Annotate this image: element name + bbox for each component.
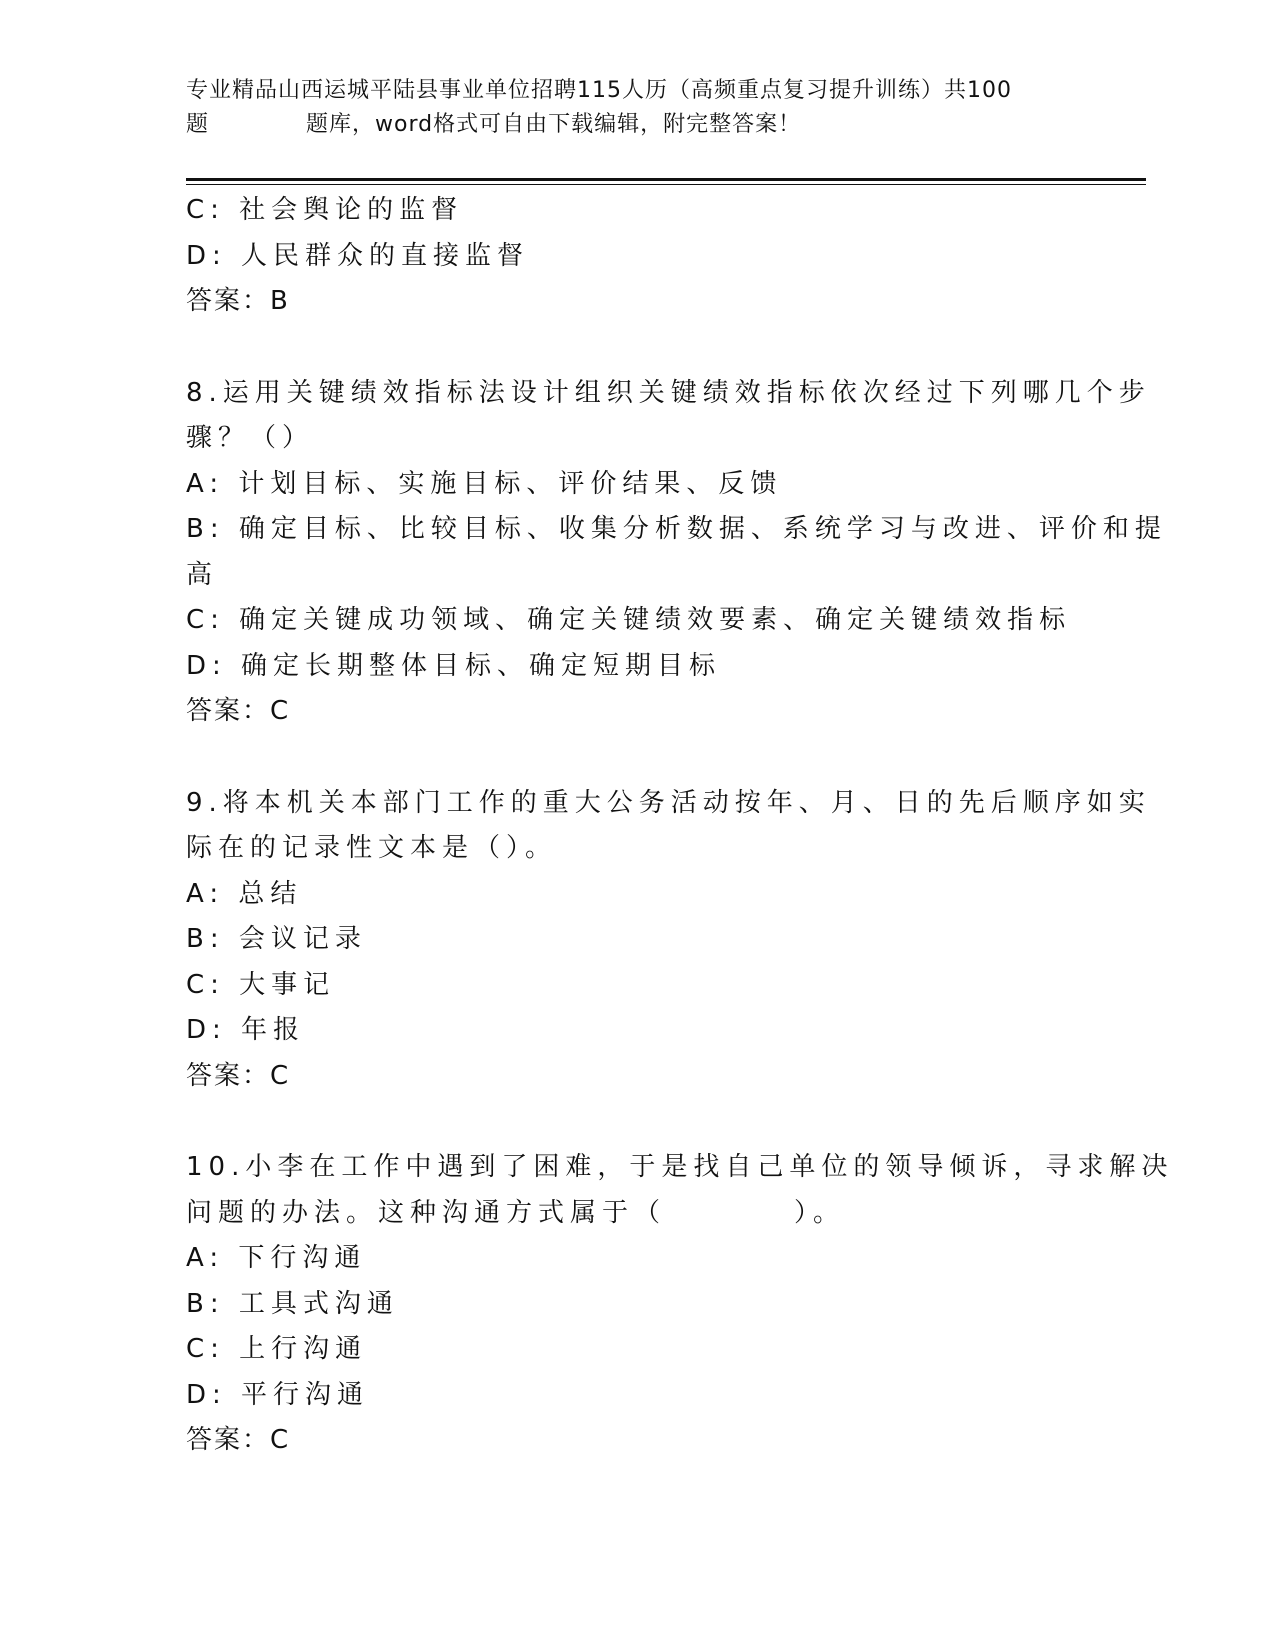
answer-line: 答案：C: [186, 696, 291, 726]
option-a: A: 计划目标、实施目标、评价结果、反馈: [186, 468, 783, 499]
question-stem: 10.小李在工作中遇到了困难，于是找自己单位的领导倾诉，寻求解决: [186, 1152, 1174, 1182]
question-block-10: [186, 1145, 1174, 1464]
question-content: [186, 188, 1174, 1464]
question-block-7: [186, 188, 1086, 325]
answer-line: 答案：C: [186, 1060, 291, 1091]
block-spacer: [186, 735, 1086, 781]
option-b-cont: 高: [186, 559, 219, 590]
document-header: [186, 74, 1106, 142]
block-spacer: [186, 1099, 1086, 1145]
question-stem: 9.将本机关本部门工作的重大公务活动按年、月、日的先后顺序如实: [186, 787, 1151, 818]
header-title-line-1: 专业精品山西运城平陆县事业单位招聘115人历（高频重点复习提升训练）共100: [186, 78, 1012, 103]
header-title-line-2: [186, 108, 1106, 142]
question-stem: 8.运用关键绩效指标法设计组织关键绩效指标依次经过下列哪几个步: [186, 377, 1151, 408]
option-a: A: 下行沟通: [186, 1243, 367, 1273]
option-a: A: 总结: [186, 878, 303, 909]
question-block-9: [186, 781, 1151, 1100]
option-c: C: 上行沟通: [186, 1334, 368, 1364]
option-c: C: 确定关键成功领域、确定关键绩效要素、确定关键绩效指标: [186, 605, 1072, 635]
question-stem-cont: 际在的记录性文本是（）。: [186, 833, 558, 863]
option-d: D: 人民群众的直接监督: [186, 240, 530, 271]
option-b: B: 会议记录: [186, 924, 367, 954]
question-stem-cont: 问题的办法。这种沟通方式属于（ ）。: [186, 1197, 846, 1228]
header-title-line-2-text: 题库，word格式可自由下载编辑，附完整答案！: [306, 112, 802, 137]
option-c: C: 社会舆论的监督: [186, 195, 464, 225]
answer-line: 答案：C: [186, 1425, 291, 1455]
option-d: D: 年报: [186, 1015, 306, 1045]
header-divider-thick: [186, 178, 1146, 181]
option-c: C: 大事记: [186, 969, 336, 1000]
header-title-line-2-prefix: 题: [186, 112, 210, 137]
answer-line: 答案：B: [186, 286, 290, 316]
question-block-8: [186, 371, 1167, 735]
option-b: B: 工具式沟通: [186, 1288, 399, 1319]
question-stem-cont: 骤？（）: [186, 423, 315, 453]
option-b: B: 确定目标、比较目标、收集分析数据、系统学习与改进、评价和提: [186, 514, 1167, 544]
header-divider-thin: [186, 184, 1146, 185]
option-d: D: 确定长期整体目标、确定短期目标: [186, 650, 722, 681]
option-d: D: 平行沟通: [186, 1379, 370, 1410]
block-spacer: [186, 325, 1086, 371]
